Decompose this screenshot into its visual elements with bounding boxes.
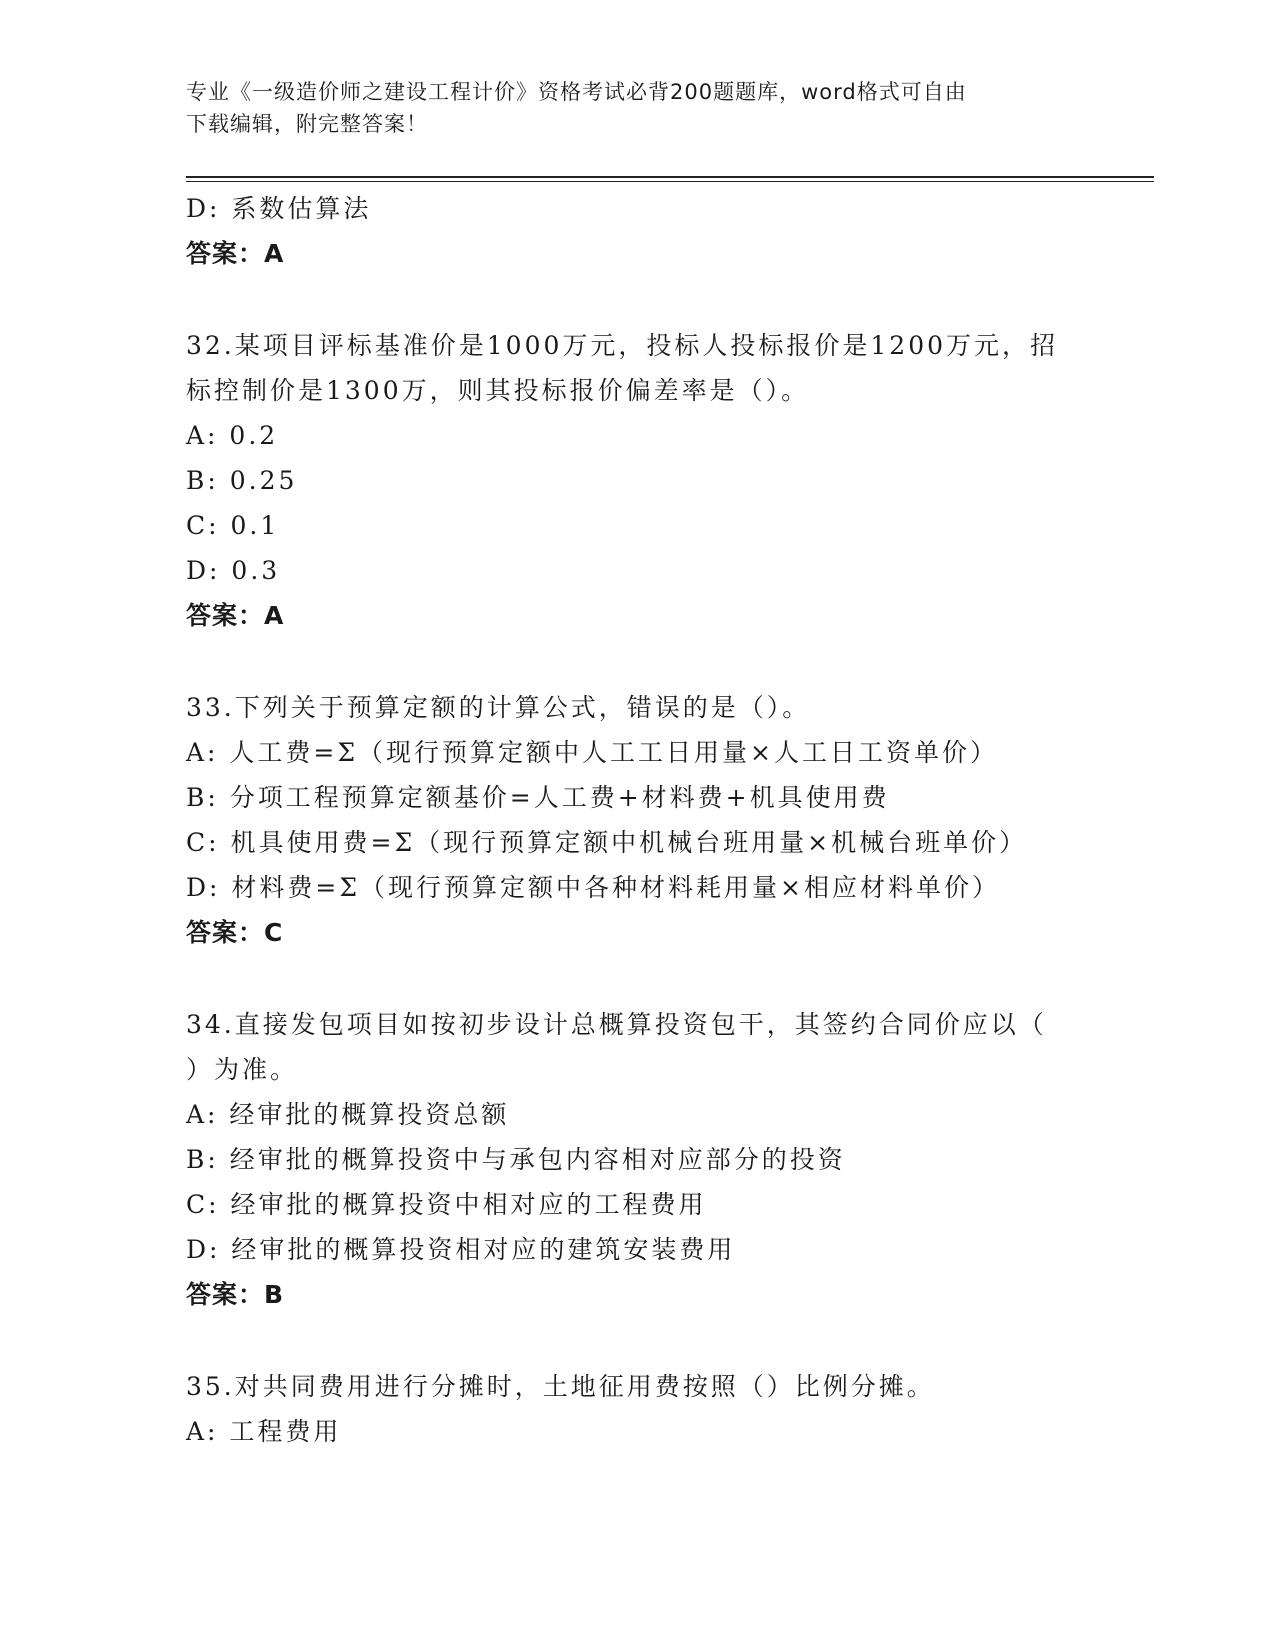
option-b: B: 分项工程预算定额基价=人工费+材料费+机具使用费 — [186, 783, 890, 812]
prev-answer: 答案：A — [186, 239, 285, 268]
question-stem-line: ）为准。 — [186, 1055, 299, 1084]
option-a: A: 0.2 — [186, 421, 279, 450]
question-stem-line: 34.直接发包项目如按初步设计总概算投资包干，其签约合同价应以（ — [186, 1010, 1047, 1039]
option-a: A: 工程费用 — [186, 1417, 342, 1446]
option-b: B: 经审批的概算投资中与承包内容相对应部分的投资 — [186, 1145, 846, 1174]
question-stem-line: 标控制价是1300万，则其投标报价偏差率是（）。 — [186, 376, 810, 405]
option-b: B: 0.25 — [186, 466, 298, 495]
option-d: D: 0.3 — [186, 556, 281, 585]
header-divider — [186, 176, 1154, 182]
question-list — [186, 186, 1086, 1454]
answer: 答案：C — [186, 918, 284, 947]
option-c: C: 0.1 — [186, 511, 280, 540]
question-stem-line: 32.某项目评标基准价是1000万元，投标人投标报价是1200万元，招 — [186, 331, 1059, 360]
question-stem-line: 35.对共同费用进行分摊时，土地征用费按照（）比例分摊。 — [186, 1372, 935, 1401]
option-d: D: 经审批的概算投资相对应的建筑安装费用 — [186, 1235, 736, 1264]
header-line-2: 下载编辑，附完整答案！ — [186, 112, 428, 136]
option-c: C: 机具使用费=Σ（现行预算定额中机械台班用量×机械台班单价） — [186, 828, 1028, 857]
answer: 答案：A — [186, 601, 285, 630]
option-a: A: 人工费=Σ（现行预算定额中人工工日用量×人工日工资单价） — [186, 738, 998, 767]
question-33 — [186, 685, 1086, 955]
header-line-1: 专业《一级造价师之建设工程计价》资格考试必背200题题库，word格式可自由 — [186, 80, 967, 104]
answer: 答案：B — [186, 1280, 285, 1309]
question-32 — [186, 323, 1086, 638]
prev-option-d: D: 系数估算法 — [186, 194, 372, 223]
question-34 — [186, 1002, 1086, 1317]
option-d: D: 材料费=Σ（现行预算定额中各种材料耗用量×相应材料单价） — [186, 873, 1000, 902]
question-35 — [186, 1364, 1086, 1454]
option-a: A: 经审批的概算投资总额 — [186, 1100, 510, 1129]
question-stem-line: 33.下列关于预算定额的计算公式，错误的是（）。 — [186, 693, 811, 722]
option-c: C: 经审批的概算投资中相对应的工程费用 — [186, 1190, 707, 1219]
document-header — [186, 76, 1086, 140]
